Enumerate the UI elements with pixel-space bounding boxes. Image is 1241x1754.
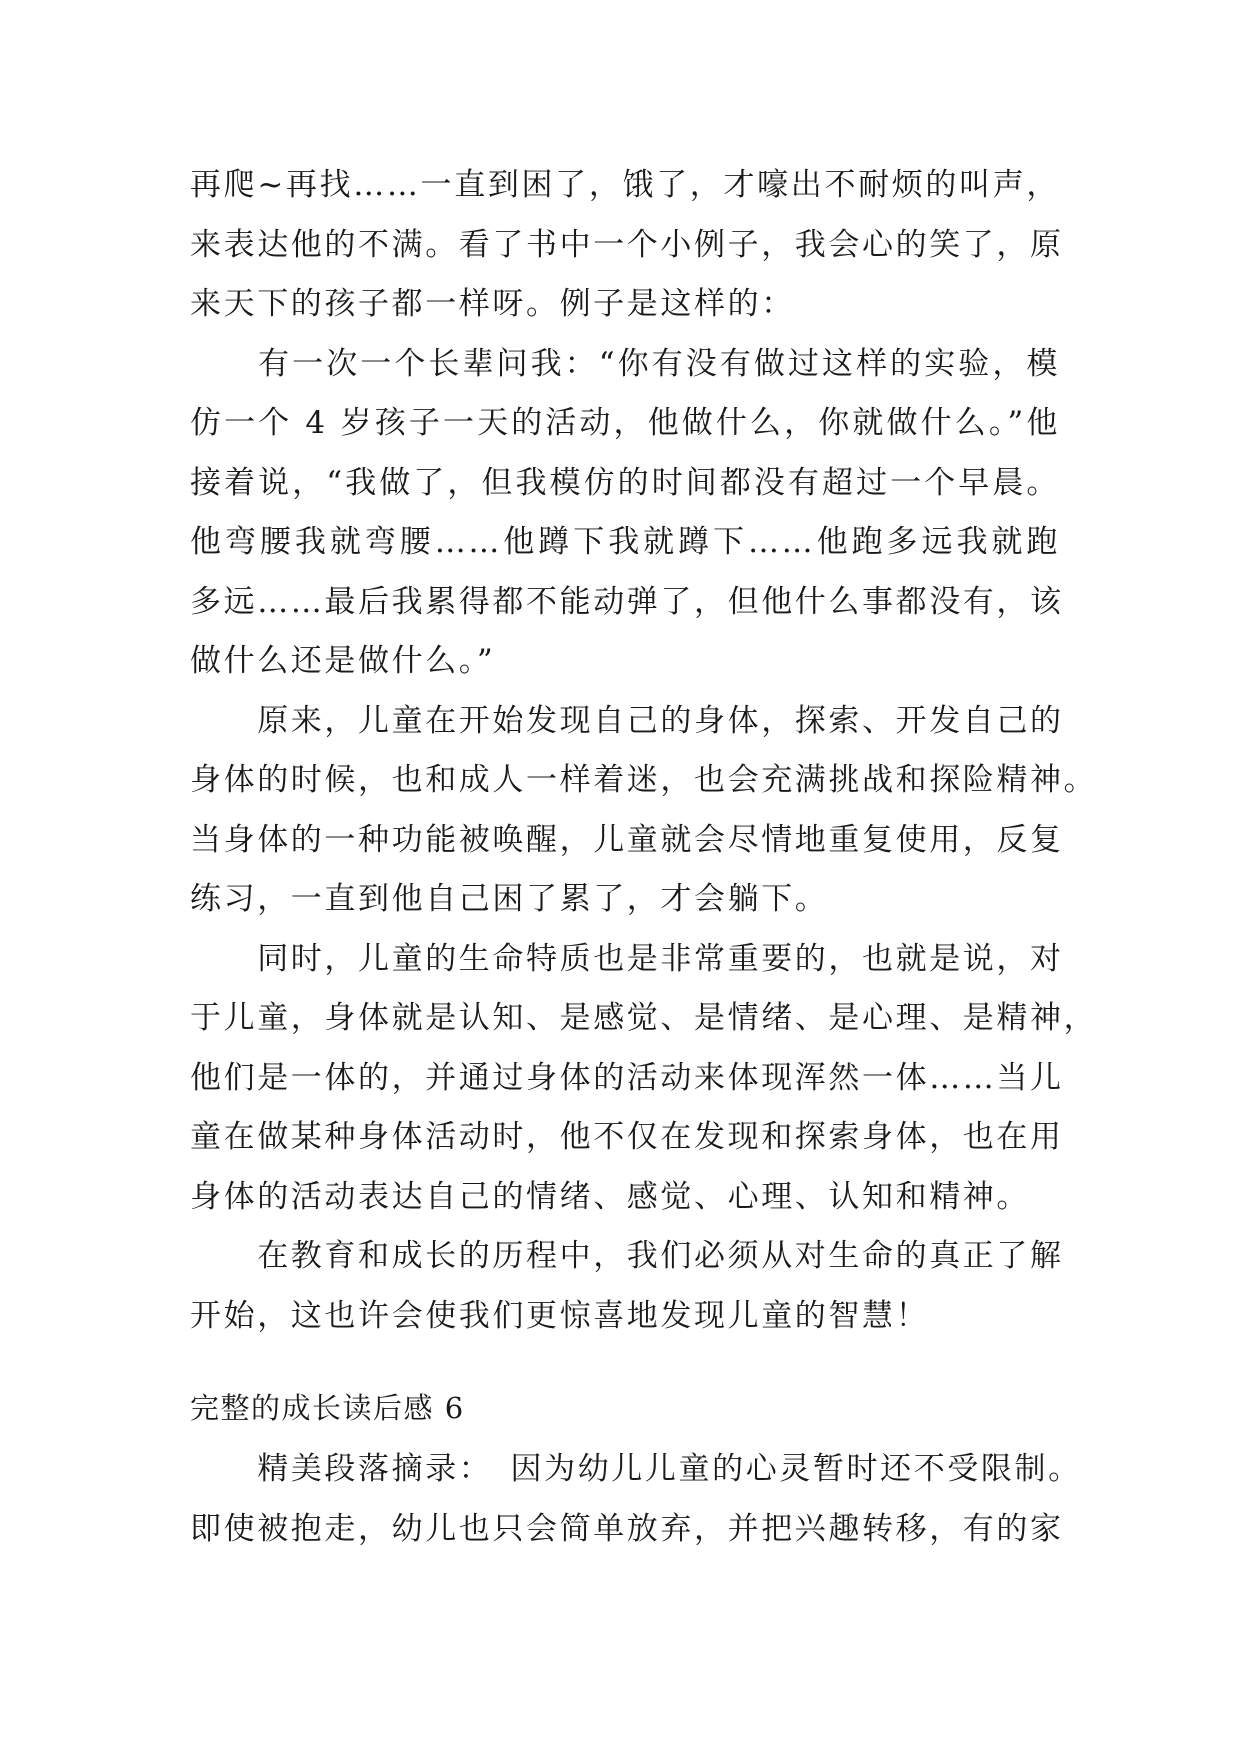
text-line: 在教育和成长的历程中，我们必须从对生命的真正了解 [190,1238,1064,1274]
body-text [190,156,1098,1346]
text-line: 于儿童，身体就是认知、是感觉、是情绪、是心理、是精神， [190,1000,1098,1036]
text-line: 再爬~再找……一直到困了，饿了，才嚎出不耐烦的叫声， [190,167,1060,203]
text-line: 同时，儿童的生命特质也是非常重要的，也就是说，对 [190,940,1064,977]
text-line: 原来，儿童在开始发现自己的身体，探索、开发自己的 [190,702,1064,739]
text-line: 身体的时候，也和成人一样着迷，也会充满挑战和探险精神。 [190,762,1098,798]
text-line: 多远……最后我累得都不能动弹了，但他什么事都没有，该 [190,583,1064,620]
paragraph [190,335,1064,692]
text-line: 接着说，“我做了，但我模仿的时间都没有超过一个早晨。 [190,464,1060,501]
text-line: 练习，一直到他自己困了累了，才会躺下。 [190,881,829,917]
text-line: 他弯腰我就弯腰……他蹲下我就蹲下……他跑多远我就跑 [190,524,1060,560]
text-line: 有一次一个长辈问我：“你有没有做过这样的实验，模 [190,345,1060,382]
text-line: 做什么还是做什么。” [190,643,496,679]
paragraph [190,930,1098,1228]
excerpt-paragraph [190,1440,1082,1559]
text-line: 精美段落摘录： 因为幼儿儿童的心灵暂时还不受限制。 [190,1451,1082,1487]
paragraph [190,156,1064,335]
section-heading-block [190,1383,1060,1433]
text-line: 来表达他的不满。看了书中一个小例子，我会心的笑了，原 [190,226,1064,263]
text-line: 开始，这也许会使我们更惊喜地发现儿童的智慧！ [190,1297,930,1334]
section-heading: 完整的成长读后感 6 [190,1391,465,1425]
text-line: 即使被抱走，幼儿也只会简单放弃，并把兴趣转移，有的家 [190,1510,1064,1547]
text-line: 来天下的孩子都一样呀。例子是这样的： [190,286,795,322]
text-line: 当身体的一种功能被唤醒，儿童就会尽情地重复使用，反复 [190,821,1064,858]
text-line: 他们是一体的，并通过身体的活动来体现浑然一体……当儿 [190,1059,1064,1096]
text-line: 仿一个 4 岁孩子一天的活动，他做什么，你就做什么。”他 [190,405,1060,441]
paragraph [190,1227,1064,1346]
text-line: 身体的活动表达自己的情绪、感觉、心理、认知和精神。 [190,1178,1030,1215]
text-line: 童在做某种身体活动时，他不仅在发现和探索身体，也在用 [190,1119,1064,1155]
paragraph [190,692,1098,930]
